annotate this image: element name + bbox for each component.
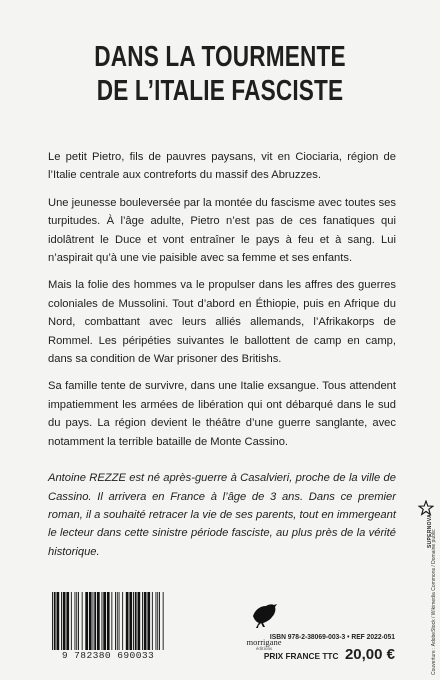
blurb-paragraph: Le petit Pietro, fils de pauvres paysans, vit en Ciociaria, région de l’Italie centrale aux contreforts du massif des Abruzzes. — [48, 151, 396, 182]
cover-credit: Couverture : AdobeStock / Wikimedia Commons / Domaine public — [431, 529, 437, 675]
spine-logo: SUPERNOVA — [427, 513, 433, 548]
barcode-bar — [94, 592, 96, 650]
barcode-bar — [52, 592, 53, 650]
barcode-bar — [85, 592, 88, 650]
barcode-bar — [147, 592, 150, 650]
barcode-bar — [54, 592, 56, 650]
barcode-bar — [133, 592, 134, 650]
barcode-bar — [78, 592, 79, 650]
publisher-subline: éditions — [256, 647, 272, 652]
isbn-line: ISBN 978-2-38069-003-3 • REF 2022-051 — [269, 632, 395, 641]
barcode-bar — [157, 592, 158, 650]
blurb-paragraph: Mais la folie des hommes va le propulser dans les affres des guerres coloniales de Mussolini. Tout d’abord en Éthiopie, puis en Afrique du Nord, combattant avec leurs alliés allemands, l’Afrikakorps de Rommel. Les péripéties suivantes le ballottent de camp en camp, dans sa condition de War prisoner des Britishs. — [48, 279, 396, 366]
barcode-bar — [142, 592, 143, 650]
barcode-bar — [115, 592, 116, 650]
raven-icon — [247, 596, 281, 630]
barcode-bar — [71, 592, 72, 650]
barcode-bar — [122, 592, 123, 650]
price-label: PRIX FRANCE TTC — [263, 651, 339, 661]
barcode-number: 9 782380 690033 — [61, 650, 155, 661]
publisher-name: morrigane — [246, 637, 282, 647]
barcode-bar — [61, 592, 62, 650]
barcode-bar — [117, 592, 118, 650]
title-line-1: DANS LA TOURMENTE — [94, 41, 346, 73]
barcode-bar — [152, 592, 153, 650]
blurb-paragraph: Une jeunesse bouleversée par la montée du fascisme avec toutes ses turpitudes. À l’âge adulte, Pietro n’est pas de ces fanatiques qui idolâtrent le Duce et vont entraîner le pays à feu et à sang. Lui n’aspirait qu’à une vie paisible avec sa femme et ses enfants. — [48, 196, 396, 265]
barcode-bar — [135, 592, 137, 650]
barcode-bar — [93, 592, 94, 650]
blurb — [48, 148, 396, 570]
blurb-paragraph: Sa famille tente de survivre, dans une Italie exsangue. Tous attendent impatiemment les armées de libération qui ont débarqué dans le sud du pays. La région devient le théâtre d’une guerre sanglante, avec notamment la terrible bataille de Monte Cassino. — [48, 380, 396, 448]
barcode — [48, 592, 168, 652]
back-cover-title — [48, 40, 391, 108]
barcode-bar — [156, 592, 157, 650]
barcode-bar — [138, 592, 141, 650]
barcode-bar — [129, 592, 132, 650]
barcode-bar — [102, 592, 103, 650]
publisher-logo — [232, 596, 296, 652]
title-line-2: DE L’ITALIE FASCISTE — [96, 75, 344, 107]
barcode-bar — [126, 592, 129, 650]
price-value: 20,00 € — [344, 646, 395, 663]
barcode-bar — [111, 592, 112, 650]
barcode-bar — [159, 592, 160, 650]
barcode-bar — [163, 592, 164, 650]
barcode-bar — [75, 592, 76, 650]
barcode-bar — [66, 592, 69, 650]
barcode-bar — [63, 592, 66, 650]
author-bio: Antoine REZZE est né après-guerre à Casalvieri, proche de la ville de Cassino. Il arrivera en France à l’âge de 3 ans. Dans ce premier roman, il a souhaité retracer la vie de ses parents, tout en immergeant le lecteur dans cette sinistre période fasciste, au plus près de la vérité historique. — [48, 472, 396, 558]
barcode-bar — [107, 592, 110, 650]
barcode-bar — [97, 592, 100, 650]
barcode-bar — [57, 592, 60, 650]
barcode-bar — [144, 592, 147, 650]
barcode-bar — [103, 592, 106, 650]
barcode-bar — [82, 592, 83, 650]
price-block — [264, 646, 395, 664]
barcode-bar — [119, 592, 120, 650]
barcode-bar — [76, 592, 77, 650]
barcode-bar — [89, 592, 92, 650]
